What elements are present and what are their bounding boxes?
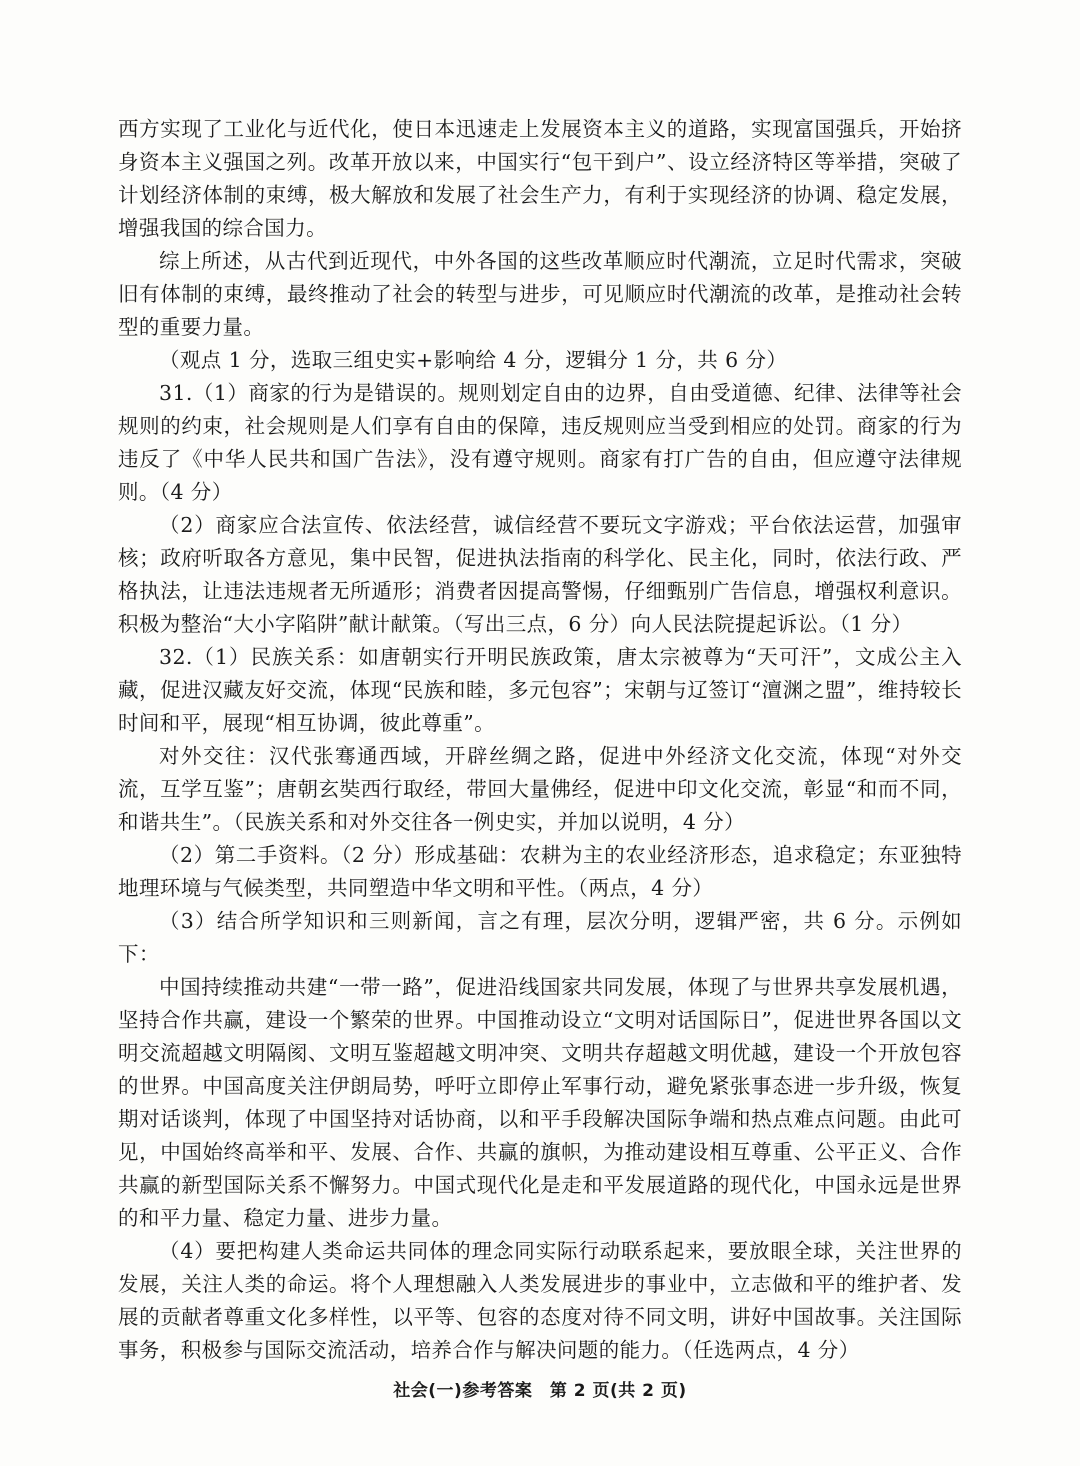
- paragraph-japan-reform-continued: 西方实现了工业化与近代化，使日本迅速走上发展资本主义的道路，实现富国强兵，开始挤身资本主义强国之列。改革开放以来，中国实行“包干到户”、设立经济特区等举措，突破了计划经济体制的束缚，极大解放和发展了社会生产力，有利于实现经济的协调、稳定发展，增强我国的综合国力。: [118, 117, 962, 240]
- paragraph-q32-part3-example: 中国持续推动共建“一带一路”，促进沿线国家共同发展，体现了与世界共享发展机遇，坚持合作共赢，建设一个繁荣的世界。中国推动设立“文明对话国际日”，促进世界各国以文明交流超越文明隔阂、文明互鉴超越文明冲突、文明共存超越文明优越，建设一个开放包容的世界。中国高度关注伊朗局势，呼吁立即停止军事行动，避免紧张事态进一步升级，恢复期对话谈判，体现了中国坚持对话协商，以和平手段解决国际争端和热点难点问题。由此可见，中国始终高举和平、发展、合作、共赢的旗帜，为推动建设相互尊重、公平正义、合作共赢的新型国际关系不懈努力。中国式现代化是走和平发展道路的现代化，中国永远是世界的和平力量、稳定力量、进步力量。: [118, 975, 962, 1230]
- paragraph-q31-part1: 31.（1）商家的行为是错误的。规则划定自由的边界，自由受道德、纪律、法律等社会规则的约束，社会规则是人们享有自由的保障，违反规则应当受到相应的处罚。商家的行为违反了《中华人民共和国广告法》，没有遵守规则。商家有打广告的自由，但应遵守法律规则。（4 分）: [118, 381, 962, 504]
- paragraph-q32-part1-ethnic: 32.（1）民族关系：如唐朝实行开明民族政策，唐太宗被尊为“天可汗”，文成公主入藏，促进汉藏友好交流，体现“民族和睦，多元包容”；宋朝与辽签订“澶渊之盟”，维持较长时间和平，展现“相互协调，彼此尊重”。: [118, 645, 962, 735]
- paragraph-q32-part3-intro: （3）结合所学知识和三则新闻，言之有理，层次分明，逻辑严密，共 6 分。示例如下：: [118, 909, 962, 966]
- paragraph-summary: 综上所述，从古代到近现代，中外各国的这些改革顺应时代潮流，立足时代需求，突破旧有体制的束缚，最终推动了社会的转型与进步，可见顺应时代潮流的改革，是推动社会转型的重要力量。: [118, 249, 962, 339]
- paragraph-q32-part1-foreign: 对外交往：汉代张骞通西域，开辟丝绸之路，促进中外经济文化交流，体现“对外交流，互学互鉴”；唐朝玄奘西行取经，带回大量佛经，促进中印文化交流，彰显“和而不同，和谐共生”。（民族关系和对外交往各一例史实，并加以说明，4 分）: [118, 744, 962, 834]
- paragraph-q31-part2: （2）商家应合法宣传、依法经营，诚信经营不要玩文字游戏；平台依法运营，加强审核；政府听取各方意见，集中民智，促进执法指南的科学化、民主化，同时，依法行政、严格执法，让违法违规者无所遁形；消费者因提高警惕，仔细甄别广告信息，增强权利意识。积极为整治“大小字陷阱”献计献策。（写出三点，6 分）向人民法院提起诉讼。（1 分）: [118, 513, 962, 636]
- page-footer: 社会(一)参考答案 第 2 页(共 2 页): [393, 1381, 687, 1401]
- paragraph-scoring-note: （观点 1 分，选取三组史实+影响给 4 分，逻辑分 1 分，共 6 分）: [159, 348, 788, 372]
- paragraph-q32-part4: （4）要把构建人类命运共同体的理念同实际行动联系起来，要放眼全球，关注世界的发展，关注人类的命运。将个人理想融入人类发展进步的事业中，立志做和平的维护者、发展的贡献者尊重文化多样性，以平等、包容的态度对待不同文明，讲好中国故事。关注国际事务，积极参与国际交流活动，培养合作与解决问题的能力。（任选两点，4 分）: [118, 1239, 962, 1362]
- paragraph-q32-part2: （2）第二手资料。（2 分）形成基础：农耕为主的农业经济形态，追求稳定；东亚独特地理环境与气候类型，共同塑造中华文明和平性。（两点，4 分）: [118, 843, 962, 900]
- answer-content: [118, 113, 962, 1367]
